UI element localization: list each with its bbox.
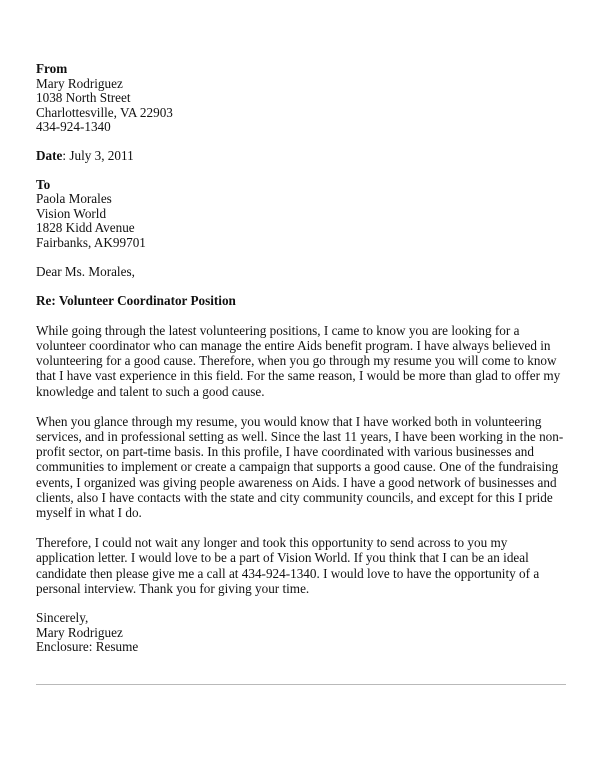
date-value: July 3, 2011 bbox=[69, 147, 134, 163]
closing-name: Mary Rodriguez bbox=[36, 624, 123, 640]
sender-label: From bbox=[36, 61, 68, 76]
recipient-label: To bbox=[36, 176, 51, 192]
recipient-street: 1828 Kidd Avenue bbox=[36, 220, 135, 236]
letter-body bbox=[36, 62, 568, 655]
footer-whitespace bbox=[0, 685, 600, 763]
body-paragraph-1: While going through the latest volunteering positions, I came to know you are looking for a volunteer coordinator who can manage the entire Aids benefit program. I have always believed in volunteering for a good cause. Therefore, when you go through my resume you will come to know that I have vast experience in this field. For the same reason, I would be more than glad to offer my knowledge and talent to such a good cause. bbox=[36, 322, 561, 399]
recipient-name: Paola Morales bbox=[36, 191, 112, 207]
sender-phone: 434-924-1340 bbox=[36, 119, 111, 135]
sender-block bbox=[36, 62, 568, 135]
salutation: Dear Ms. Morales, bbox=[36, 263, 135, 279]
sender-street: 1038 North Street bbox=[36, 90, 131, 106]
body-paragraph-2: When you glance through my resume, you would know that I have worked both in volunteering services, and in professional setting as well. Since the last 11 years, I have been working in the non-profit sector, on part-time basis. In this profile, I have coordinated with various businesses and communities to implement or create a campaign that supports a good cause. One of the fundraising events, I organized was giving people awareness on Aids. I have a good network of businesses and clients, also I have contacts with the state and city community councils, and except for this I pride myself in what I do. bbox=[36, 413, 564, 520]
closing-block bbox=[36, 611, 568, 655]
date-label: Date bbox=[36, 147, 63, 163]
date-block bbox=[36, 149, 568, 164]
sender-city-state-zip: Charlottesville, VA 22903 bbox=[36, 104, 173, 120]
recipient-block bbox=[36, 178, 568, 251]
body-paragraph-3: Therefore, I could not wait any longer and took this opportunity to send across to you my application letter. I would love to be a part of Vision World. If you think that I can be an ideal candidate then please give me a call at 434-924-1340. I would love to have the opportunity of a personal interview. Thank you for giving your time. bbox=[36, 535, 540, 596]
date-separator: : bbox=[62, 147, 70, 163]
recipient-city-state-zip: Fairbanks, AK99701 bbox=[36, 234, 146, 250]
closing-enclosure: Enclosure: Resume bbox=[36, 639, 139, 655]
subject-line: Re: Volunteer Coordinator Position bbox=[36, 293, 236, 309]
closing-valediction: Sincerely, bbox=[36, 609, 89, 625]
sender-name: Mary Rodriguez bbox=[36, 75, 123, 91]
recipient-company: Vision World bbox=[36, 205, 107, 221]
